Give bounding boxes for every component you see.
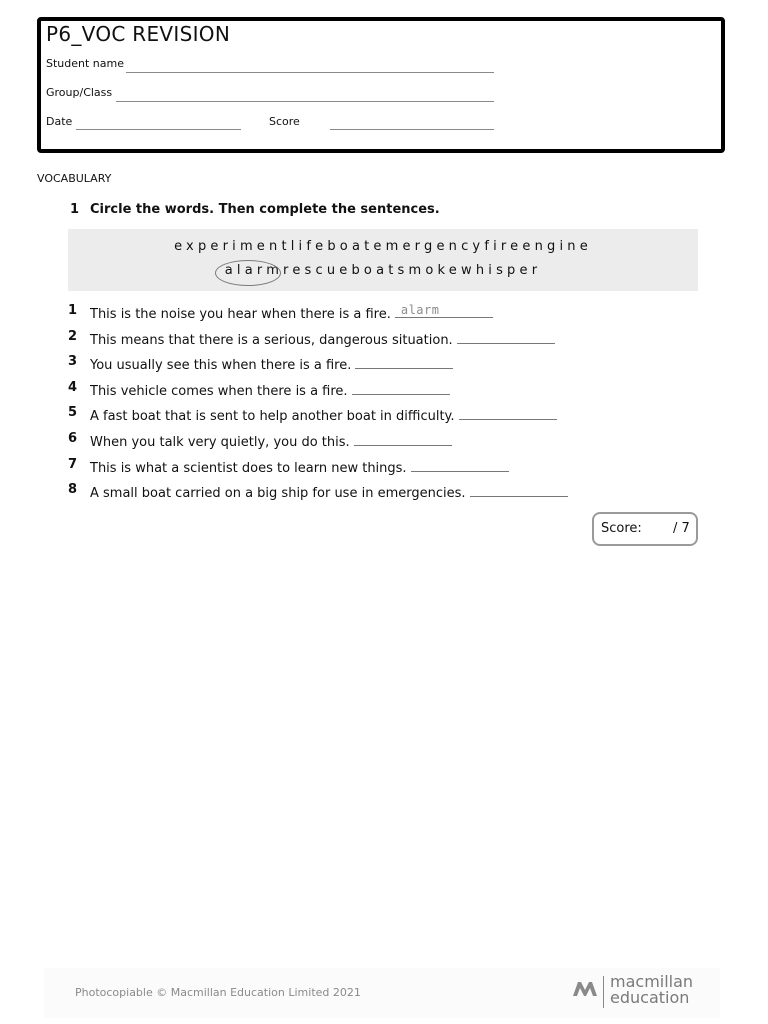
score-label: Score [269, 115, 300, 128]
question-number: 1 [68, 303, 78, 318]
question-text: This vehicle comes when there is a fire. [90, 384, 348, 399]
logo-line-2: education [610, 988, 690, 1007]
question-number: 3 [68, 354, 78, 369]
exercise-instruction: Circle the words. Then complete the sentences. [90, 202, 440, 217]
page-title: P6_VOC REVISION [46, 22, 231, 46]
score-field[interactable] [330, 129, 494, 130]
answer-field[interactable] [411, 457, 509, 472]
student-name-label: Student name [46, 57, 124, 70]
date-label: Date [46, 115, 73, 128]
score-box-label: Score: [601, 521, 642, 536]
date-field[interactable] [76, 129, 241, 130]
question-number: 2 [68, 329, 78, 344]
question-number: 6 [68, 431, 78, 446]
exercise-number: 1 [70, 202, 80, 217]
answer-value: alarm [400, 303, 440, 317]
answer-field[interactable] [459, 405, 557, 420]
question-number: 8 [68, 482, 78, 497]
question-text: When you talk very quietly, you do this. [90, 435, 350, 450]
macmillan-logo-icon [572, 978, 598, 998]
question-text: This is the noise you hear when there is a fire. [90, 307, 391, 322]
wordsearch-line-2: alarmrescueboatsmokewhisper [224, 263, 542, 278]
question-number: 7 [68, 457, 78, 472]
wordsearch-line-1: experimentlifeboatemergencyfireengine [174, 239, 592, 254]
answer-field[interactable] [354, 431, 452, 446]
question-text: You usually see this when there is a fire. [90, 358, 352, 373]
circled-word-marker [215, 260, 281, 286]
answer-field[interactable] [395, 303, 493, 318]
answer-field[interactable] [355, 354, 453, 369]
wordsearch-box [68, 229, 698, 291]
question-text: A small boat carried on a big ship for use in emergencies. [90, 486, 466, 501]
logo-wordmark [610, 974, 693, 1006]
score-box-total: / 7 [673, 521, 690, 536]
answer-field[interactable] [457, 329, 555, 344]
student-name-field[interactable] [126, 72, 494, 73]
answer-field[interactable] [470, 482, 568, 497]
copyright-text: Photocopiable © Macmillan Education Limited 2021 [75, 986, 361, 999]
logo-line-1: macmillan [610, 972, 694, 991]
question-text: A fast boat that is sent to help another boat in difficulty. [90, 409, 455, 424]
answer-field[interactable] [352, 380, 450, 395]
question-text: This means that there is a serious, dangerous situation. [90, 333, 453, 348]
section-label: VOCABULARY [37, 172, 112, 185]
logo-divider [603, 976, 604, 1008]
question-number: 5 [68, 405, 78, 420]
score-box [592, 512, 698, 546]
question-number: 4 [68, 380, 78, 395]
group-class-field[interactable] [116, 101, 494, 102]
group-class-label: Group/Class [46, 86, 113, 99]
question-text: This is what a scientist does to learn new things. [90, 461, 407, 476]
